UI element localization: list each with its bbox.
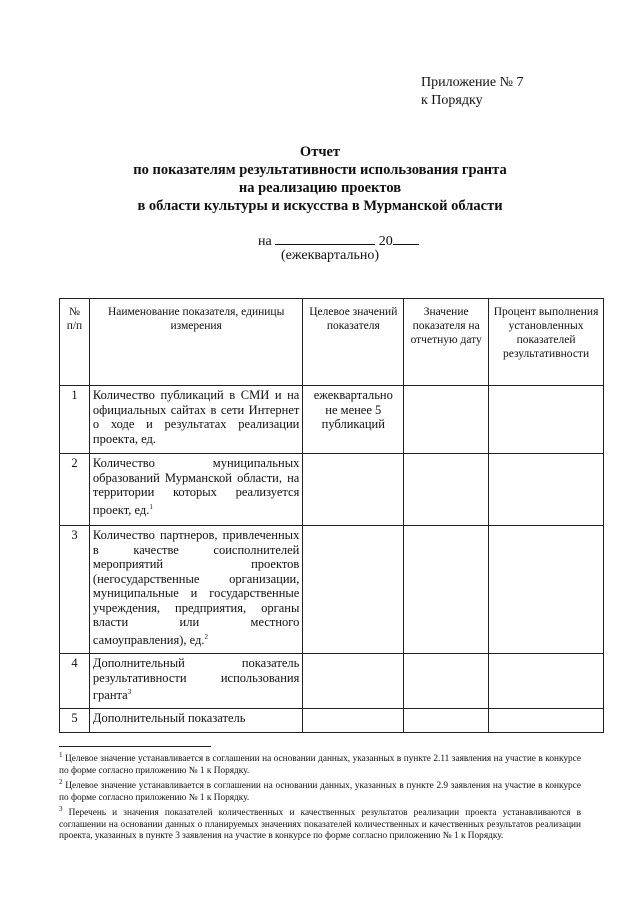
report-title — [0, 143, 640, 215]
footnote-3: $^3$ Перечень и значения показателей количественных и качественных результатов реализации проекта устанавливаются в соглашении на основании данных о планируемых значениях показателей количественных и качественных результатов реализации проекта, указанных в пункте 3 заявления на участие в конкурсе по форме согласно приложению № 1 к Порядку. — [59, 805, 581, 842]
row-target-value — [303, 709, 404, 733]
footnote-ref: 1 — [149, 502, 153, 511]
header-reporting-value: Значение показателя на отчетную дату — [404, 299, 489, 386]
footnote-ref: 3 — [127, 688, 132, 696]
row-completion-percent — [489, 709, 604, 733]
header-target-value: Целевое значений показателя — [303, 299, 404, 386]
period-year-prefix: 20 — [378, 234, 393, 249]
row-indicator-name: Дополнительный показатель результативности использования гранта$^3$ — [89, 654, 302, 709]
table-row — [60, 386, 604, 454]
row-indicator-name: Количество публикаций в СМИ и на официальных сайтах в сети Интернет о ходе и результатах реализации проекта, ед. — [89, 386, 302, 454]
title-line-3: на реализацию проектов — [238, 180, 402, 196]
row-reporting-value — [404, 654, 489, 709]
row-target-value — [303, 654, 404, 709]
row-completion-percent — [489, 454, 604, 526]
row-reporting-value — [404, 526, 489, 654]
appendix-parent-doc: к Порядку — [421, 93, 483, 108]
period-frequency-note: (ежеквартально) — [281, 248, 379, 263]
footnote-ref: 2 — [204, 632, 209, 641]
row-completion-percent — [489, 526, 604, 654]
table-row — [60, 526, 604, 654]
row-number: 4 — [60, 654, 90, 709]
period-blank-field — [275, 231, 375, 245]
row-target-value — [303, 454, 404, 526]
row-reporting-value — [404, 454, 489, 526]
row-indicator-name: Дополнительный показатель — [89, 709, 302, 733]
title-line-2: по показателям результативности использования гранта — [133, 162, 507, 178]
footnote-separator — [59, 746, 211, 747]
header-number: № п/п — [60, 299, 90, 386]
footnotes — [59, 750, 581, 843]
period-prefix: на — [258, 234, 272, 249]
row-reporting-value — [404, 386, 489, 454]
row-target-value — [303, 526, 404, 654]
appendix-reference — [421, 74, 524, 110]
row-number: 2 — [60, 454, 90, 526]
header-indicator-name: Наименование показателя, единицы измерения — [89, 299, 302, 386]
row-number: 1 — [60, 386, 90, 454]
indicators-table — [59, 298, 604, 733]
table-header-row — [60, 299, 604, 386]
row-reporting-value — [404, 709, 489, 733]
row-target-value: ежеквартально не менее 5 публикаций — [303, 386, 404, 454]
row-indicator-name: Количество партнеров, привлеченных в качестве соисполнителей мероприятий проектов (негосударственные организации, муниципальные и государственные учреждения, предприятия, органы власти или местного самоуправления), ед.$^2$ — [89, 526, 302, 654]
row-number: 5 — [60, 709, 90, 733]
row-completion-percent — [489, 386, 604, 454]
row-completion-percent — [489, 654, 604, 709]
title-line-1: Отчет — [299, 144, 341, 160]
row-indicator-name: Количество муниципальных образований Мурманской области, на территории которых реализуется проект, ед.$^1$ — [89, 454, 302, 526]
table-row — [60, 454, 604, 526]
header-completion-percent: Процент выполнения установленных показателей результативности — [489, 299, 604, 386]
table-row — [60, 709, 604, 733]
table-row — [60, 654, 604, 709]
footnote-1: $^1$ Целевое значение устанавливается в соглашении на основании данных, указанных в пункте 2.11 заявления на участие в конкурсе по форме согласно приложению № 1 к Порядку. — [59, 751, 581, 776]
footnote-2: $^2$ Целевое значение устанавливается в соглашении на основании данных, указанных в пункте 2.9 заявления на участие в конкурсе по форме согласно приложению № 1 к Порядку. — [59, 778, 581, 803]
title-line-4: в области культуры и искусства в Мурманской области — [137, 198, 503, 214]
period-year-blank — [393, 231, 419, 245]
row-number: 3 — [60, 526, 90, 654]
appendix-number: Приложение № 7 — [421, 75, 524, 90]
